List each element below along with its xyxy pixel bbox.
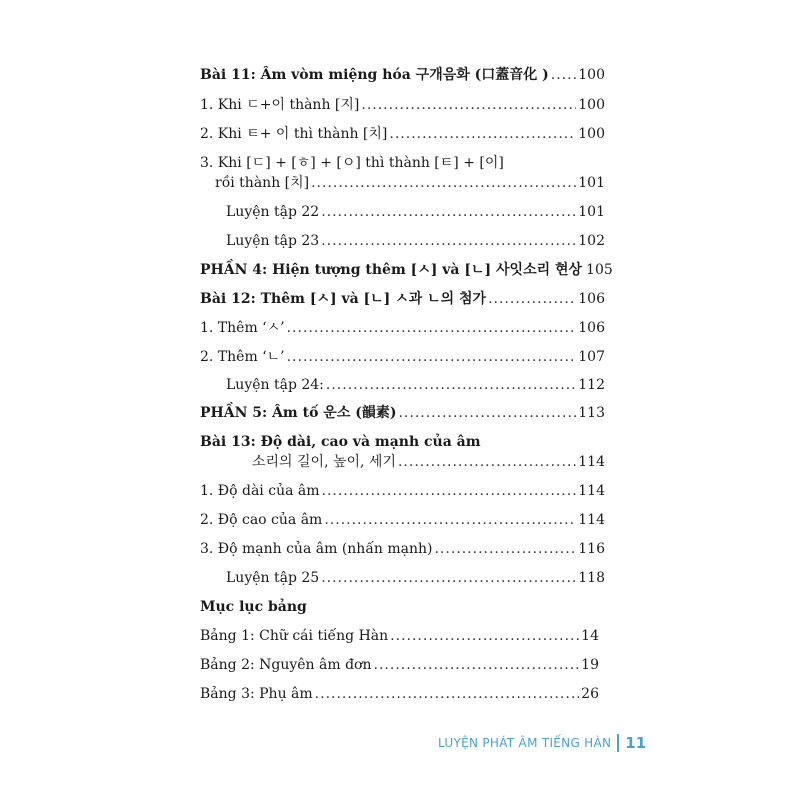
dot-leader xyxy=(311,174,576,192)
dot-leader xyxy=(398,404,576,422)
toc-entry-title-line1: Bài 13: Độ dài, cao và mạnh của âm xyxy=(200,434,481,450)
toc-entry xyxy=(200,627,599,645)
toc-entry-page: 116 xyxy=(578,541,605,557)
toc-entry xyxy=(200,685,599,703)
dot-leader xyxy=(287,348,577,366)
toc-entry xyxy=(226,376,605,394)
toc-entry xyxy=(226,569,605,587)
toc-entry-title: Bài 11: Âm vòm miệng hóa 구개음화 (口蓋音化 ) xyxy=(200,67,549,83)
dot-leader xyxy=(361,96,576,114)
toc-entry-title: 소리의 길이, 높이, 세기 xyxy=(252,454,396,470)
dot-leader xyxy=(398,453,576,471)
toc-entry-page: 112 xyxy=(578,377,605,393)
toc-entry-title: Luyện tập 25 xyxy=(226,570,320,586)
toc-entry xyxy=(200,125,605,143)
toc-entry-page: 100 xyxy=(578,97,605,113)
dot-leader xyxy=(390,627,579,645)
toc-entry-title: Luyện tập 24: xyxy=(226,377,324,393)
toc-entry-page: 107 xyxy=(578,349,605,365)
toc-entry-page: 100 xyxy=(578,126,605,142)
dot-leader xyxy=(321,569,576,587)
toc-entry-page: 106 xyxy=(578,320,605,336)
toc-entry xyxy=(215,174,605,192)
toc-entry-title: Bảng 3: Phụ âm xyxy=(200,686,313,702)
toc-entry xyxy=(200,540,605,558)
toc-entry xyxy=(200,404,605,422)
toc-entry xyxy=(226,232,605,250)
toc-entry xyxy=(200,261,613,279)
toc-entry xyxy=(200,319,605,337)
toc-entry-page: 101 xyxy=(578,204,605,220)
toc-entry-page: 26 xyxy=(581,686,599,702)
toc-entry-page: 19 xyxy=(581,657,599,673)
toc-entry-page: 114 xyxy=(578,454,605,470)
toc-entry-page: 105 xyxy=(586,262,613,278)
toc-entry xyxy=(200,511,605,529)
toc-entry-title: 1. Thêm ‘ㅅ’ xyxy=(200,320,285,336)
dot-leader xyxy=(551,66,577,84)
toc-entry-page: 118 xyxy=(578,570,605,586)
dot-leader xyxy=(374,656,580,674)
dot-leader xyxy=(322,482,577,500)
dot-leader xyxy=(315,685,580,703)
book-title: LUYỆN PHÁT ÂM TIẾNG HÀN xyxy=(438,736,612,750)
toc-entry-title: Bảng 2: Nguyên âm đơn xyxy=(200,657,372,673)
dot-leader xyxy=(287,319,577,337)
table-list-heading: Mục lục bảng xyxy=(200,599,307,615)
toc-entry xyxy=(200,96,605,114)
toc-entry-title: 1. Khi ㄷ+이 thành [지] xyxy=(200,97,360,113)
dot-leader xyxy=(389,125,576,143)
toc-entry-title: 1. Độ dài của âm xyxy=(200,483,320,499)
dot-leader xyxy=(488,290,576,308)
toc-entry xyxy=(200,656,599,674)
dot-leader xyxy=(326,376,576,394)
toc-entry-title: 2. Độ cao của âm xyxy=(200,512,323,528)
toc-entry-page: 114 xyxy=(578,512,605,528)
toc-entry-page: 113 xyxy=(578,405,605,421)
dot-leader xyxy=(321,203,576,221)
page-number: 11 xyxy=(625,734,647,752)
toc-entry xyxy=(200,348,605,366)
toc-entry-title: 3. Độ mạnh của âm (nhấn mạnh) xyxy=(200,541,433,557)
dot-leader xyxy=(321,232,576,250)
toc-entry-title: Bài 12: Thêm [ㅅ] và [ㄴ] ㅅ과 ㄴ의 첨가 xyxy=(200,291,487,307)
toc-entry-page: 102 xyxy=(578,233,605,249)
toc-entry xyxy=(226,203,605,221)
toc-entry-title: PHẦN 4: Hiện tượng thêm [ㅅ] và [ㄴ] 사잇소리 현상 xyxy=(200,262,583,278)
toc-entry xyxy=(200,290,605,308)
toc-entry-title: rồi thành [치] xyxy=(215,175,310,191)
toc-entry-page: 14 xyxy=(581,628,599,644)
toc-entry-title-line1: 3. Khi [ㄷ] + [ㅎ] + [ㅇ] thì thành [ㅌ] + [이] xyxy=(200,155,504,171)
toc-entry-title: 2. Thêm ‘ㄴ’ xyxy=(200,349,285,365)
toc-entry-title: Luyện tập 23 xyxy=(226,233,320,249)
toc-entry xyxy=(200,482,605,500)
page-footer xyxy=(438,734,646,752)
toc-entry-title: Bảng 1: Chữ cái tiếng Hàn xyxy=(200,628,389,644)
toc-entry-title: PHẦN 5: Âm tố 운소 (韻素) xyxy=(200,405,397,421)
toc-entry-page: 114 xyxy=(578,483,605,499)
toc-entry-page: 100 xyxy=(578,67,605,83)
toc-entry xyxy=(252,453,605,471)
toc-entry xyxy=(200,66,605,84)
footer-divider xyxy=(617,734,619,752)
toc-entry-title: 2. Khi ㅌ+ 이 thì thành [치] xyxy=(200,126,388,142)
toc-entry-title: Luyện tập 22 xyxy=(226,204,320,220)
dot-leader xyxy=(324,511,576,529)
toc-entry-page: 101 xyxy=(578,175,605,191)
dot-leader xyxy=(434,540,576,558)
toc-entry-page: 106 xyxy=(578,291,605,307)
